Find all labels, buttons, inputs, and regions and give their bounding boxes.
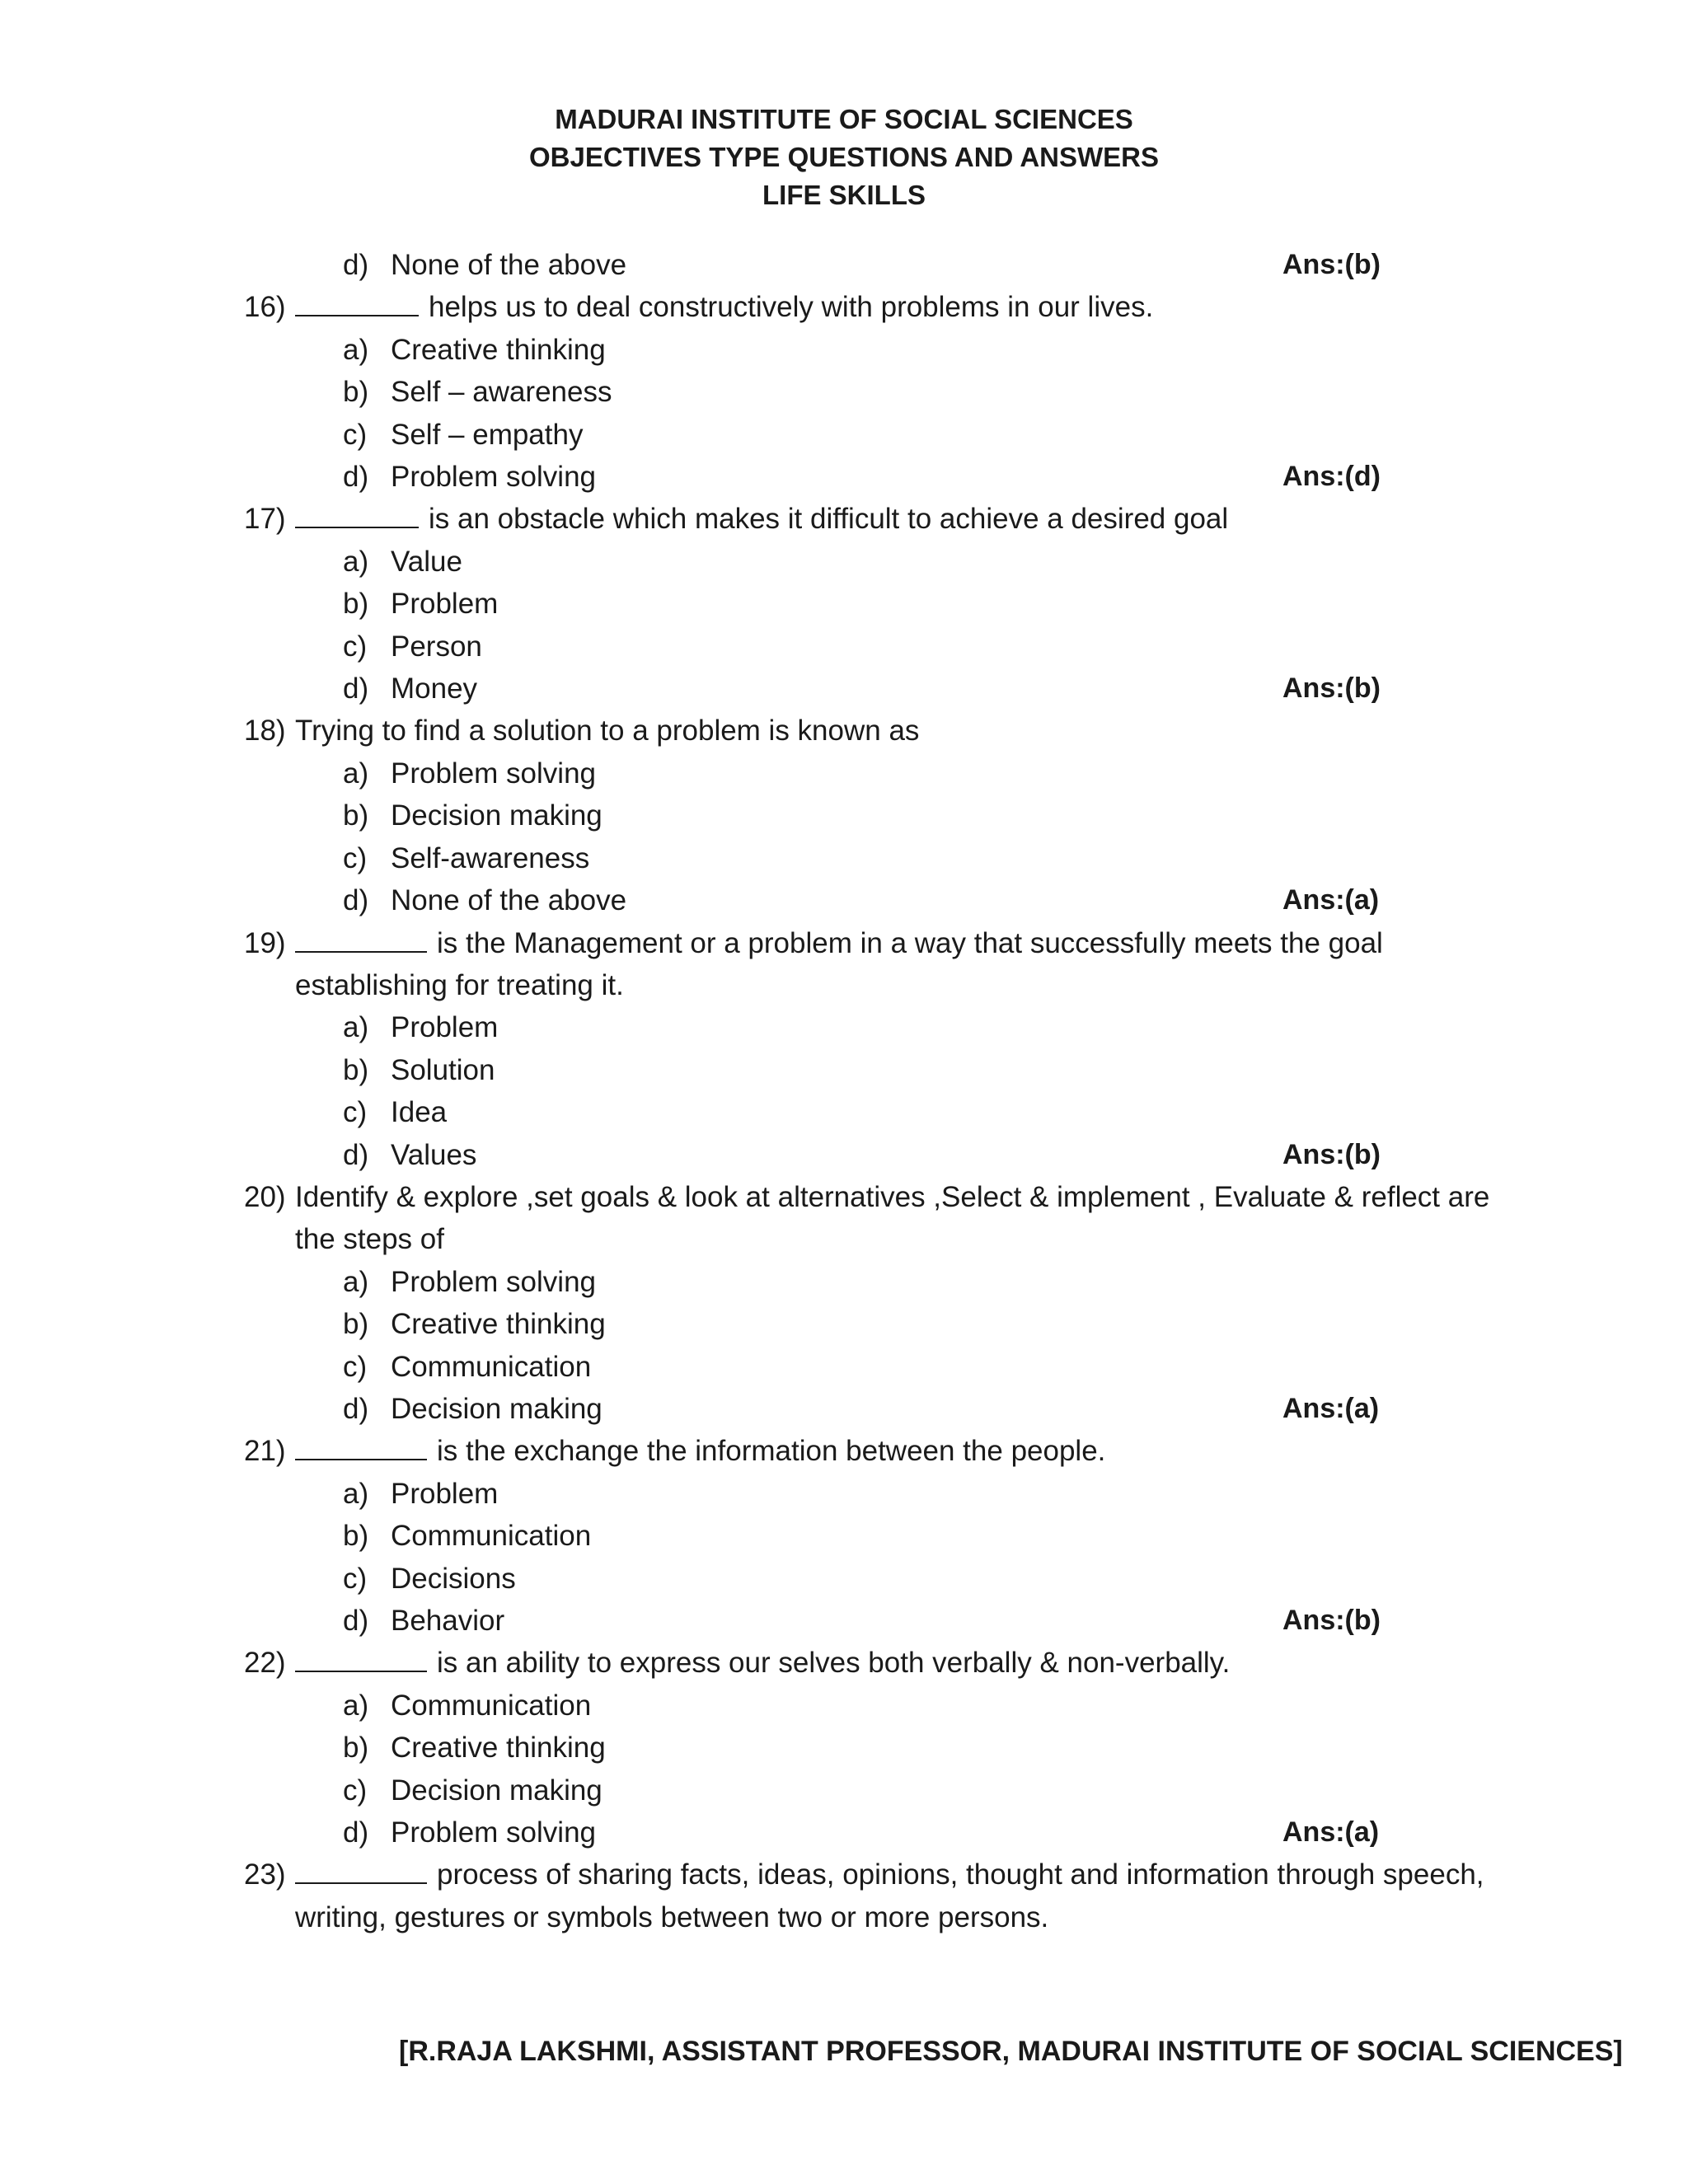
option-letter: b): [343, 1732, 369, 1765]
option: [244, 1346, 1497, 1388]
question-number: 19): [244, 926, 286, 959]
question-16: [244, 286, 1497, 328]
option-letter: d): [343, 249, 369, 281]
question-number: 16): [244, 291, 286, 324]
option: [244, 1303, 1497, 1345]
answer-label: Ans:(b): [1282, 1605, 1381, 1636]
option-text: Behavior: [391, 1605, 505, 1637]
option-text: Decision making: [391, 1774, 603, 1807]
option: [244, 1261, 1497, 1303]
answer-label: Ans:(d): [1282, 461, 1381, 493]
answer-blank: [295, 314, 419, 316]
option-letter: c): [343, 1562, 368, 1595]
option-letter: d): [343, 1816, 369, 1849]
question-number: 18): [244, 715, 286, 748]
option-text: Problem solving: [391, 1265, 596, 1298]
option: [244, 879, 1497, 921]
option-letter: b): [343, 1520, 369, 1553]
option: [244, 1473, 1497, 1515]
option-letter: c): [343, 630, 368, 663]
option-letter: d): [343, 1605, 369, 1637]
question-stem: helps us to deal constructively with problems in our lives.: [295, 286, 1497, 328]
option: [244, 1769, 1497, 1811]
answer-label: Ans:(a): [1282, 884, 1380, 916]
option-text: Solution: [391, 1053, 495, 1086]
option-letter: a): [343, 333, 369, 366]
option: [244, 1006, 1497, 1048]
answer-label: Ans:(b): [1282, 249, 1381, 280]
option-text: Value: [391, 545, 462, 578]
option-letter: b): [343, 1308, 369, 1341]
option-letter: c): [343, 841, 368, 874]
option: [244, 837, 1497, 879]
option-text: Communication: [391, 1689, 592, 1722]
question-number: 21): [244, 1435, 286, 1468]
option: [244, 1685, 1497, 1727]
option: [244, 414, 1497, 456]
option-letter: a): [343, 1011, 369, 1044]
option-letter: c): [343, 1774, 368, 1807]
option-text: None of the above: [391, 884, 627, 917]
questions-list: [244, 244, 1497, 1938]
option: [244, 1558, 1497, 1600]
question-stem: Identify & explore ,set goals & look at alternatives ,Select & implement , Evaluate & reflect are the steps of: [295, 1180, 1490, 1256]
option: [244, 1049, 1497, 1091]
option-text: Decision making: [391, 1392, 603, 1425]
answer-label: Ans:(b): [1282, 1138, 1381, 1170]
option: [244, 752, 1497, 794]
option: [244, 1600, 1497, 1642]
option: [244, 794, 1497, 837]
option: [244, 329, 1497, 371]
option: [244, 1727, 1497, 1769]
answer-label: Ans:(b): [1282, 673, 1381, 705]
option: [244, 456, 1497, 498]
question-number: 17): [244, 503, 286, 536]
answer-blank: [295, 950, 427, 953]
option-text: Communication: [391, 1350, 592, 1383]
option: [244, 1515, 1497, 1557]
subject-title: LIFE SKILLS: [762, 180, 926, 210]
option-letter: a): [343, 1477, 369, 1510]
option: [244, 626, 1497, 668]
institute-title: MADURAI INSTITUTE OF SOCIAL SCIENCES: [555, 104, 1133, 134]
option: [244, 1388, 1497, 1430]
option-letter: c): [343, 1096, 368, 1129]
answer-blank: [295, 1882, 427, 1884]
option-letter: d): [343, 1392, 369, 1425]
option-text: Person: [391, 630, 482, 663]
option-letter: b): [343, 588, 369, 621]
question-17: [244, 498, 1497, 540]
document-header: [0, 101, 1688, 214]
option-letter: b): [343, 376, 369, 409]
option-letter: a): [343, 1265, 369, 1298]
question-stem: is the Management or a problem in a way that successfully meets the goal establishing for treating it.: [295, 926, 1383, 1001]
option-letter: b): [343, 1053, 369, 1086]
option-text: Problem solving: [391, 1816, 596, 1849]
option-letter: a): [343, 545, 369, 578]
question-stem: Trying to find a solution to a problem is known as: [295, 715, 920, 748]
carryover-option: [244, 244, 1497, 286]
option-text: Problem: [391, 1011, 499, 1044]
question-stem: process of sharing facts, ideas, opinions, thought and information through speech, writing, gestures or symbols between two or more persons.: [295, 1858, 1484, 1933]
option-text: Self – empathy: [391, 418, 584, 451]
option-text: Creative thinking: [391, 1732, 606, 1765]
option-letter: a): [343, 757, 369, 790]
author-footer: [R.RAJA LAKSHMI, ASSISTANT PROFESSOR, MADURAI INSTITUTE OF SOCIAL SCIENCES]: [399, 2036, 1623, 2067]
question-number: 23): [244, 1858, 286, 1891]
question-21: [244, 1430, 1497, 1472]
answer-blank: [295, 1458, 427, 1460]
option-letter: d): [343, 461, 369, 494]
option-text: Money: [391, 673, 478, 705]
question-number: 20): [244, 1180, 286, 1213]
option-letter: c): [343, 418, 368, 451]
question-22: [244, 1642, 1497, 1684]
option-text: Problem solving: [391, 461, 596, 494]
option-text: Self – awareness: [391, 376, 612, 409]
question-stem: is the exchange the information between the people.: [295, 1430, 1497, 1472]
answer-blank: [295, 526, 419, 528]
option-text: Decisions: [391, 1562, 516, 1595]
answer-label: Ans:(a): [1282, 1816, 1380, 1849]
option: [244, 541, 1497, 583]
option-letter: d): [343, 673, 369, 705]
option-letter: a): [343, 1689, 369, 1722]
option-letter: c): [343, 1350, 368, 1383]
option-text: Problem: [391, 1477, 499, 1510]
option-text: Self-awareness: [391, 841, 590, 874]
question-19: [244, 922, 1497, 1007]
question-stem: is an ability to express our selves both verbally & non-verbally.: [295, 1642, 1497, 1684]
option: [244, 371, 1497, 413]
question-number: 22): [244, 1647, 286, 1680]
option-letter: d): [343, 1138, 369, 1171]
option-text: Problem: [391, 588, 499, 621]
option-text: Creative thinking: [391, 333, 606, 366]
option: [244, 1091, 1497, 1133]
question-23: [244, 1854, 1497, 1938]
option-letter: d): [343, 884, 369, 917]
question-20: [244, 1176, 1497, 1261]
option: [244, 1811, 1497, 1854]
option-text: Creative thinking: [391, 1308, 606, 1341]
option-text: Problem solving: [391, 757, 596, 790]
option: [244, 1134, 1497, 1176]
option-text: Idea: [391, 1096, 448, 1129]
question-18: [244, 710, 1497, 752]
answer-blank: [295, 1670, 427, 1672]
option-text: Values: [391, 1138, 477, 1171]
question-stem: is an obstacle which makes it difficult to achieve a desired goal: [295, 498, 1497, 540]
option: [244, 583, 1497, 625]
option-text: Decision making: [391, 799, 603, 832]
option: [244, 668, 1497, 710]
option-text: Communication: [391, 1520, 592, 1553]
option-text: None of the above: [391, 249, 627, 281]
option-letter: b): [343, 799, 369, 832]
answer-label: Ans:(a): [1282, 1392, 1380, 1424]
document-subtitle: OBJECTIVES TYPE QUESTIONS AND ANSWERS: [529, 142, 1159, 172]
